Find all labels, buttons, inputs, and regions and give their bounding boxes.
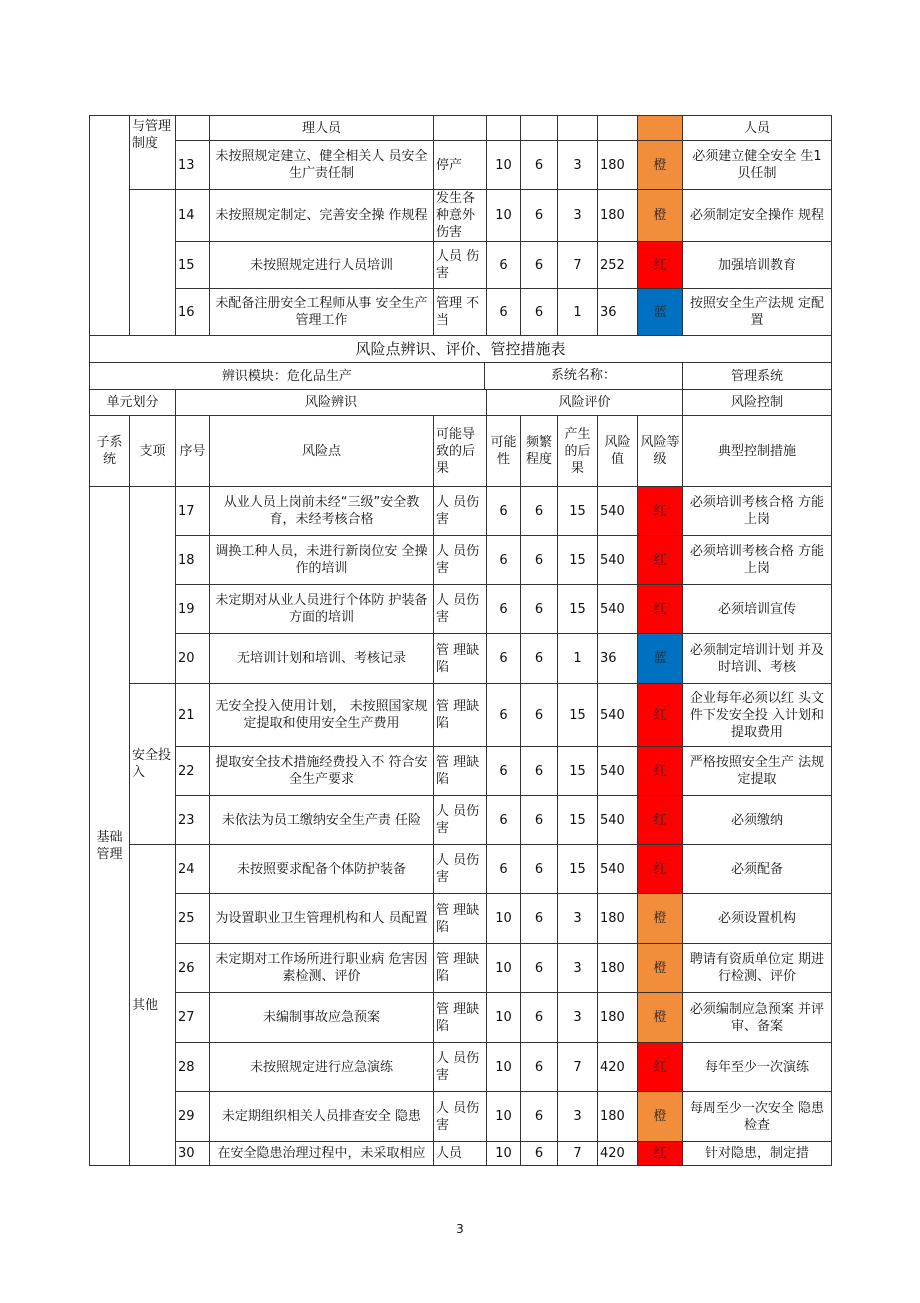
risk-value: 252 [598,242,638,289]
row-number: 27 [176,993,210,1043]
frequency: 6 [521,747,558,796]
risk-value: 36 [598,634,638,684]
table-row [90,585,832,634]
likelihood: 6 [487,487,521,536]
likelihood: 6 [487,242,521,289]
table-row [90,536,832,585]
table-row [90,190,832,242]
severity: 15 [558,684,598,747]
frequency: 6 [521,634,558,684]
row-number: 30 [176,1142,210,1166]
table-title: 风险点辨识、评价、管控措施表 [90,336,832,363]
risk-level-badge: 橙 [638,993,683,1043]
frequency: 6 [521,536,558,585]
risk-level-badge: 红 [638,487,683,536]
frequency: 6 [521,1092,558,1142]
row-number: 17 [176,487,210,536]
module-row [90,363,683,390]
frequency: 6 [521,141,558,190]
col-e: 频繁程度 [521,416,558,487]
likelihood: 6 [487,536,521,585]
likelihood: 6 [487,684,521,747]
consequence: 发生各种意外伤害 [434,190,487,242]
risk-point: 未定期对从业人员进行个体防 护装备方面的培训 [210,585,434,634]
risk-point: 在安全隐患治理过程中，未采取相应 [210,1142,434,1166]
risk-level-badge: 红 [638,796,683,845]
control-measure: 必须制定安全操作 规程 [683,190,832,242]
subitem-safety-investment: 安全投入 [130,684,176,845]
risk-value: 540 [598,684,638,747]
col-no: 序号 [176,416,210,487]
col-c: 产生的后果 [558,416,598,487]
consequence: 管 理缺陷 [434,747,487,796]
control-measure: 必须制定培训计划 并及时培训、考核 [683,634,832,684]
risk-level-badge: 橙 [638,1092,683,1142]
risk-value [598,116,638,141]
col-measure: 典型控制措施 [683,416,832,487]
subsystem-cell-prev [90,116,130,336]
risk-point: 未定期组织相关人员排查安全 隐患 [210,1092,434,1142]
severity: 1 [558,289,598,336]
risk-value: 420 [598,1142,638,1166]
control-measure: 每周至少一次安全 隐患检查 [683,1092,832,1142]
frequency: 6 [521,1142,558,1166]
severity: 15 [558,487,598,536]
row-number: 18 [176,536,210,585]
likelihood: 10 [487,1092,521,1142]
risk-value: 540 [598,585,638,634]
risk-value: 180 [598,894,638,944]
row-number: 20 [176,634,210,684]
subitem-cell: 与管理制度 [130,116,176,190]
col-level: 风险等级 [638,416,683,487]
risk-point: 未按照要求配备个体防护装备 [210,845,434,894]
table-row [90,289,832,336]
risk-value: 180 [598,1092,638,1142]
severity: 7 [558,1142,598,1166]
consequence [434,116,487,141]
risk-level-badge: 橙 [638,944,683,993]
system-label: 系统名称： [484,363,682,389]
col-subitem: 支项 [130,416,176,487]
frequency: 6 [521,993,558,1043]
severity: 3 [558,1092,598,1142]
risk-value: 180 [598,993,638,1043]
subitem-cell-training [130,487,176,684]
page-number: 3 [456,1222,464,1236]
risk-point: 未依法为员工缴纳安全生产责 任险 [210,796,434,845]
likelihood: 10 [487,1043,521,1092]
risk-point: 提取安全技术措施经费投入不 符合安全生产要求 [210,747,434,796]
control-measure: 严格按照安全生产 法规定提取 [683,747,832,796]
consequence: 人 员伤害 [434,845,487,894]
row-number: 16 [176,289,210,336]
control-measure: 必须配备 [683,845,832,894]
consequence: 管 理缺陷 [434,634,487,684]
control-measure: 必须建立健全安全 生1 贝任制 [683,141,832,190]
likelihood: 6 [487,585,521,634]
consequence: 管 理缺陷 [434,894,487,944]
severity: 7 [558,242,598,289]
risk-value: 540 [598,487,638,536]
risk-level-badge: 蓝 [638,634,683,684]
table-row [90,796,832,845]
consequence: 管 理缺陷 [434,684,487,747]
likelihood: 10 [487,1142,521,1166]
severity: 3 [558,944,598,993]
control-measure: 必须培训考核合格 方能上岗 [683,487,832,536]
control-measure: 按照安全生产法规 定配置 [683,289,832,336]
control-measure: 必须培训宣传 [683,585,832,634]
risk-point: 未按照规定建立、健全相关人 员安全生广责任制 [210,141,434,190]
row-number: 23 [176,796,210,845]
col-point: 风险点 [210,416,434,487]
risk-value: 180 [598,190,638,242]
severity [558,116,598,141]
severity: 15 [558,747,598,796]
col-d: 风险值 [598,416,638,487]
consequence: 人 员伤害 [434,536,487,585]
table-row [90,1092,832,1142]
module-label: 辨识模块：危化品生产 [221,368,352,384]
table-row [90,116,832,141]
risk-table [89,115,832,1166]
frequency: 6 [521,585,558,634]
row-number: 29 [176,1092,210,1142]
likelihood: 6 [487,747,521,796]
risk-point: 未按照规定进行人员培训 [210,242,434,289]
risk-level-badge: 橙 [638,141,683,190]
consequence: 人员 伤害 [434,242,487,289]
subitem-other: 其他 [130,845,176,1166]
consequence: 人 员伤害 [434,585,487,634]
risk-point: 理人员 [210,116,434,141]
risk-value: 540 [598,747,638,796]
frequency: 6 [521,944,558,993]
subitem-cell-empty [130,190,176,336]
risk-level-badge: 红 [638,845,683,894]
severity: 3 [558,190,598,242]
likelihood [487,116,521,141]
consequence: 人 员伤害 [434,1043,487,1092]
control-measure: 必须缴纳 [683,796,832,845]
frequency: 6 [521,487,558,536]
table-row [90,944,832,993]
frequency: 6 [521,242,558,289]
risk-point: 为设置职业卫生管理机构和人 员配置 [210,894,434,944]
table-row [90,993,832,1043]
table-row [90,1142,832,1166]
likelihood: 10 [487,894,521,944]
consequence: 管 理缺陷 [434,944,487,993]
likelihood: 10 [487,993,521,1043]
control-measure: 人员 [683,116,832,141]
risk-level-badge: 红 [638,536,683,585]
table-row [90,487,832,536]
frequency: 6 [521,190,558,242]
risk-level-badge: 红 [638,747,683,796]
row-number: 14 [176,190,210,242]
consequence: 管 理缺陷 [434,993,487,1043]
consequence: 人 员伤害 [434,1092,487,1142]
table-row [90,242,832,289]
frequency: 6 [521,289,558,336]
row-number: 15 [176,242,210,289]
severity: 7 [558,1043,598,1092]
table-row [90,684,832,747]
risk-value: 180 [598,141,638,190]
col-l: 可能性 [487,416,521,487]
frequency: 6 [521,796,558,845]
risk-value: 180 [598,944,638,993]
likelihood: 10 [487,141,521,190]
risk-point: 调换工种人员，未进行新岗位安 全操作的培训 [210,536,434,585]
risk-level-badge: 红 [638,684,683,747]
table-row [90,747,832,796]
severity: 1 [558,634,598,684]
likelihood: 10 [487,944,521,993]
risk-level-badge: 红 [638,585,683,634]
control-measure: 针对隐患，制定措 [683,1142,832,1166]
severity: 15 [558,796,598,845]
frequency: 6 [521,894,558,944]
control-measure: 加强培训教育 [683,242,832,289]
row-number: 25 [176,894,210,944]
row-number [176,116,210,141]
control-measure: 企业每年必须以红 头文件下发安全投 入计划和提取费用 [683,684,832,747]
likelihood: 6 [487,796,521,845]
severity: 15 [558,536,598,585]
system-value: 管理系统 [683,363,832,390]
risk-point: 未配备注册安全工程师从事 安全生产管理工作 [210,289,434,336]
risk-point: 未编制事故应急预案 [210,993,434,1043]
consequence: 管理 不当 [434,289,487,336]
risk-point: 从业人员上岗前未经“三级”安全教育，未经考核合格 [210,487,434,536]
risk-point: 未按照规定进行应急演练 [210,1043,434,1092]
row-number: 26 [176,944,210,993]
consequence: 人 员伤害 [434,487,487,536]
row-number: 13 [176,141,210,190]
risk-point: 无培训计划和培训、考核记录 [210,634,434,684]
risk-level-badge: 橙 [638,894,683,944]
likelihood: 10 [487,190,521,242]
likelihood: 6 [487,289,521,336]
risk-point: 未按照规定制定、完善安全操 作规程 [210,190,434,242]
row-number: 19 [176,585,210,634]
severity: 15 [558,585,598,634]
row-number: 28 [176,1043,210,1092]
control-measure: 必须设置机构 [683,894,832,944]
risk-value: 420 [598,1043,638,1092]
likelihood: 6 [487,845,521,894]
risk-level-badge: 蓝 [638,289,683,336]
control-measure: 每年至少一次演练 [683,1043,832,1092]
risk-level-badge: 橙 [638,190,683,242]
risk-point: 未定期对工作场所进行职业病 危害因素检测、评价 [210,944,434,993]
control-measure: 聘请有资质单位定 期进行检测、评价 [683,944,832,993]
row-number: 21 [176,684,210,747]
col-consequence: 可能导致的后果 [434,416,487,487]
risk-level-badge: 红 [638,1142,683,1166]
risk-value: 540 [598,845,638,894]
unit-header: 单元划分 [90,390,176,416]
consequence: 人 员伤害 [434,796,487,845]
row-number: 22 [176,747,210,796]
table-row [90,845,832,894]
risk-level-badge: 红 [638,1043,683,1092]
severity: 3 [558,894,598,944]
consequence: 人员 [434,1142,487,1166]
subsystem-cell: 基础管理 [90,487,130,1166]
table-row [90,894,832,944]
table-row [90,634,832,684]
evaluate-header: 风险评价 [487,390,683,416]
control-measure: 必须编制应急预案 并评审、备案 [683,993,832,1043]
frequency [521,116,558,141]
risk-level-badge [638,116,683,141]
risk-level-badge: 红 [638,242,683,289]
consequence: 停产 [434,141,487,190]
frequency: 6 [521,1043,558,1092]
likelihood: 6 [487,634,521,684]
table-row [90,141,832,190]
control-header: 风险控制 [683,390,832,416]
risk-value: 540 [598,536,638,585]
identify-header: 风险辨识 [176,390,487,416]
risk-value: 36 [598,289,638,336]
row-number: 24 [176,845,210,894]
risk-point: 无安全投入使用计划， 未按照国家规定提取和使用安全生产费用 [210,684,434,747]
risk-value: 540 [598,796,638,845]
frequency: 6 [521,845,558,894]
control-measure: 必须培训考核合格 方能上岗 [683,536,832,585]
table-row [90,1043,832,1092]
severity: 3 [558,141,598,190]
severity: 3 [558,993,598,1043]
frequency: 6 [521,684,558,747]
col-subsystem: 子系统 [90,416,130,487]
severity: 15 [558,845,598,894]
